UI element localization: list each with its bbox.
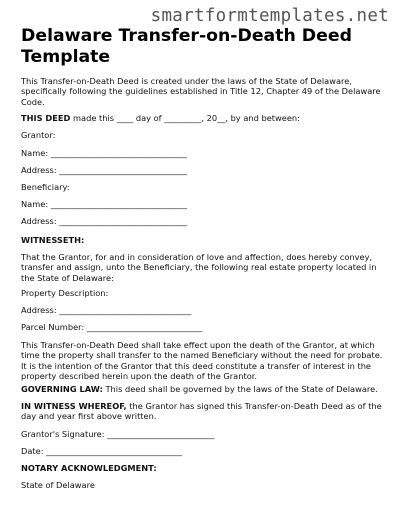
beneficiary-address-field: Address: _______________________________	[21, 216, 188, 226]
signature-field: Grantor's Signature: __________________________	[21, 429, 215, 439]
grantor-address-field: Address: _______________________________	[21, 165, 188, 175]
in-witness-text: the Grantor has signed this Transfer-on-Death Deed as of the day and year first above written.	[21, 401, 382, 422]
intro-paragraph: This Transfer-on-Death Deed is created under the laws of the State of Delaware, specifically following the guidelines established in Title 12, Chapter 49 of the Delaware Code.	[21, 76, 381, 107]
notary-state: State of Delaware	[21, 480, 95, 490]
this-deed-line	[21, 113, 300, 123]
beneficiary-heading: Beneficiary:	[21, 182, 70, 192]
in-witness-lead: IN WITNESS WHEREOF,	[21, 401, 127, 411]
parcel-number-field: Parcel Number: ____________________________	[21, 322, 203, 332]
notary-heading: NOTARY ACKNOWLEDGMENT:	[21, 463, 157, 473]
conveyance-paragraph: That the Grantor, for and in consideration of love and affection, does hereby convey, transfer and assign, unto the Beneficiary, the following real estate property located in the State of Delaware:	[21, 252, 377, 283]
effect-paragraph: This Transfer-on-Death Deed shall take effect upon the death of the Grantor, at which time the property shall transfer to the named Beneficiary without the need for probate. It is the intention of the Grantor that this deed constitute a transfer of interest in the property described herein upon the death of the Grantor.	[21, 340, 383, 381]
document-title: Delaware Transfer-on-Death Deed Template	[21, 26, 352, 67]
grantor-name-field: Name: _________________________________	[21, 148, 187, 158]
this-deed-text: made this ____ day of _________, 20__, by and between:	[70, 113, 300, 123]
beneficiary-name-field: Name: _________________________________	[21, 199, 187, 209]
governing-law-lead: GOVERNING LAW:	[21, 384, 103, 394]
grantor-heading: Grantor:	[21, 130, 56, 140]
property-heading: Property Description:	[21, 288, 109, 298]
site-watermark: smartformtemplates.net	[150, 6, 389, 26]
date-field: Date: _________________________________	[21, 446, 183, 456]
this-deed-lead: THIS DEED	[21, 113, 71, 123]
governing-law-text: This deed shall be governed by the laws of the State of Delaware.	[102, 384, 378, 394]
witnesseth-heading: WITNESSETH:	[21, 235, 85, 245]
governing-law-line	[21, 384, 378, 394]
in-witness-paragraph	[21, 401, 389, 422]
property-address-field: Address: ________________________________	[21, 305, 192, 315]
